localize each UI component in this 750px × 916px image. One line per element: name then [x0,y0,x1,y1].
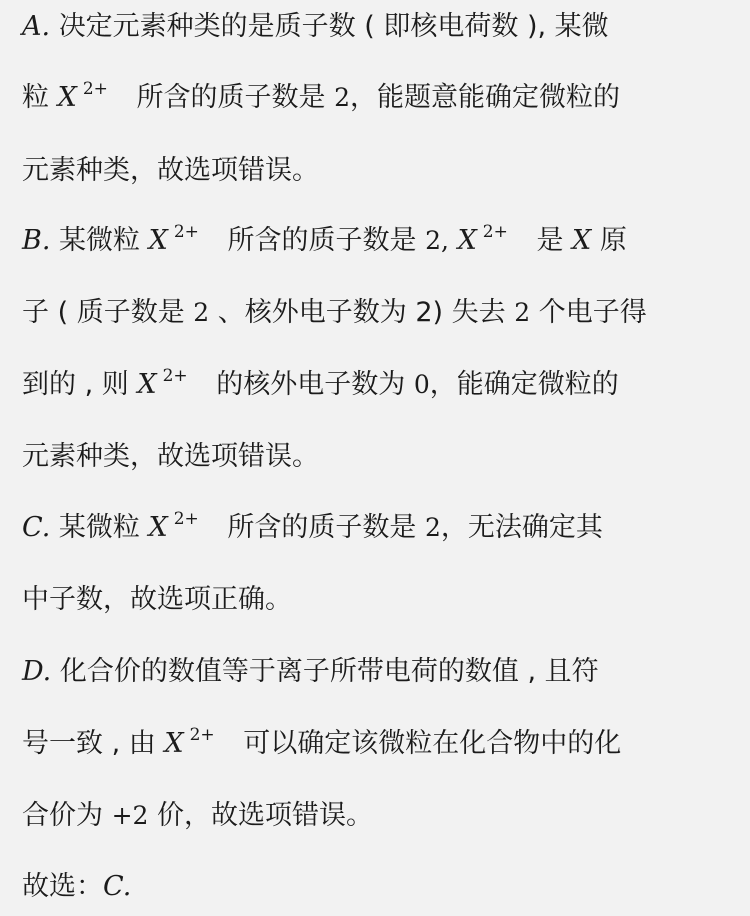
text-segment: 所含的质子数是 [227,512,417,543]
number: 2, [425,226,449,255]
option-b-line-1 [22,219,736,263]
superscript-charge: 2+ [189,725,215,745]
option-c-line-1 [22,506,736,550]
variable-x: X [148,225,168,256]
text-segment: 中子数，故选项正确。 [22,584,292,615]
text-segment: 子 ( 质子数是 [22,297,185,328]
number: 2 [334,83,350,112]
option-label: A. [22,11,51,42]
text-segment: ，能确定微粒的 [429,369,619,400]
answer-prefix: 故选： [22,871,103,902]
superscript-charge: 2+ [482,222,508,242]
text-segment: 个电子得 [538,297,647,328]
option-label: B. [22,225,51,256]
text-segment: 决定元素种类的是质子数 ( 即核电荷数 ), 某微 [58,11,609,42]
final-answer-line [22,865,736,909]
variable-x: X [572,225,592,256]
superscript-charge: 2+ [162,366,188,386]
text-segment: 到的 , 则 [22,369,129,400]
option-label: D. [22,656,52,687]
text-segment: 化合价的数值等于离子所带电荷的数值 , 且符 [59,656,599,687]
text-segment: 、核外电子数为 2) 失去 [217,297,506,328]
text-segment: ，无法确定其 [440,512,603,543]
text-segment: 是 [536,225,564,256]
option-label: C. [22,512,51,543]
text-segment: 合价为 [22,800,103,831]
option-d-line-2 [22,722,736,766]
text-segment: 所含的质子数是 [136,82,326,113]
number: 2 [514,298,531,327]
option-b-line-3 [22,363,736,407]
option-d-line-1 [22,650,736,694]
superscript-charge: 2+ [82,79,108,99]
option-a-line-1 [22,5,736,49]
superscript-charge: 2+ [173,222,199,242]
text-segment: 元素种类，故选项错误。 [22,441,319,472]
text-segment: 某微粒 [58,512,140,543]
variable-x: X [457,225,477,256]
text-segment: 可以确定该微粒在化合物中的化 [243,728,622,759]
option-a-line-3 [22,149,736,193]
option-c-line-2 [22,578,736,622]
text-segment: 原 [599,225,627,256]
text-segment: 某微粒 [59,225,141,256]
superscript-charge: 2+ [173,509,199,529]
option-d-line-3 [22,794,736,838]
number: 2 [193,298,210,327]
answer-option: C. [103,871,132,902]
variable-x: X [148,512,168,543]
variable-x: X [57,82,77,113]
variable-x: X [164,728,184,759]
text-segment: 的核外电子数为 [216,369,406,400]
text-segment: 所含的质子数是 [227,225,417,256]
option-b-line-2 [22,291,736,335]
text-segment: 粒 [22,82,49,113]
option-b-line-4 [22,435,736,479]
text-segment: 价，故选项错误。 [157,800,374,831]
option-a-line-2 [22,76,736,120]
number: 2 [424,513,441,542]
variable-x: X [137,369,157,400]
text-segment: 号一致 , 由 [22,728,156,759]
number: 0 [413,370,430,399]
text-segment: ，能题意能确定微粒的 [349,82,620,113]
text-segment: 元素种类，故选项错误。 [22,155,319,186]
number: +2 [111,801,149,830]
